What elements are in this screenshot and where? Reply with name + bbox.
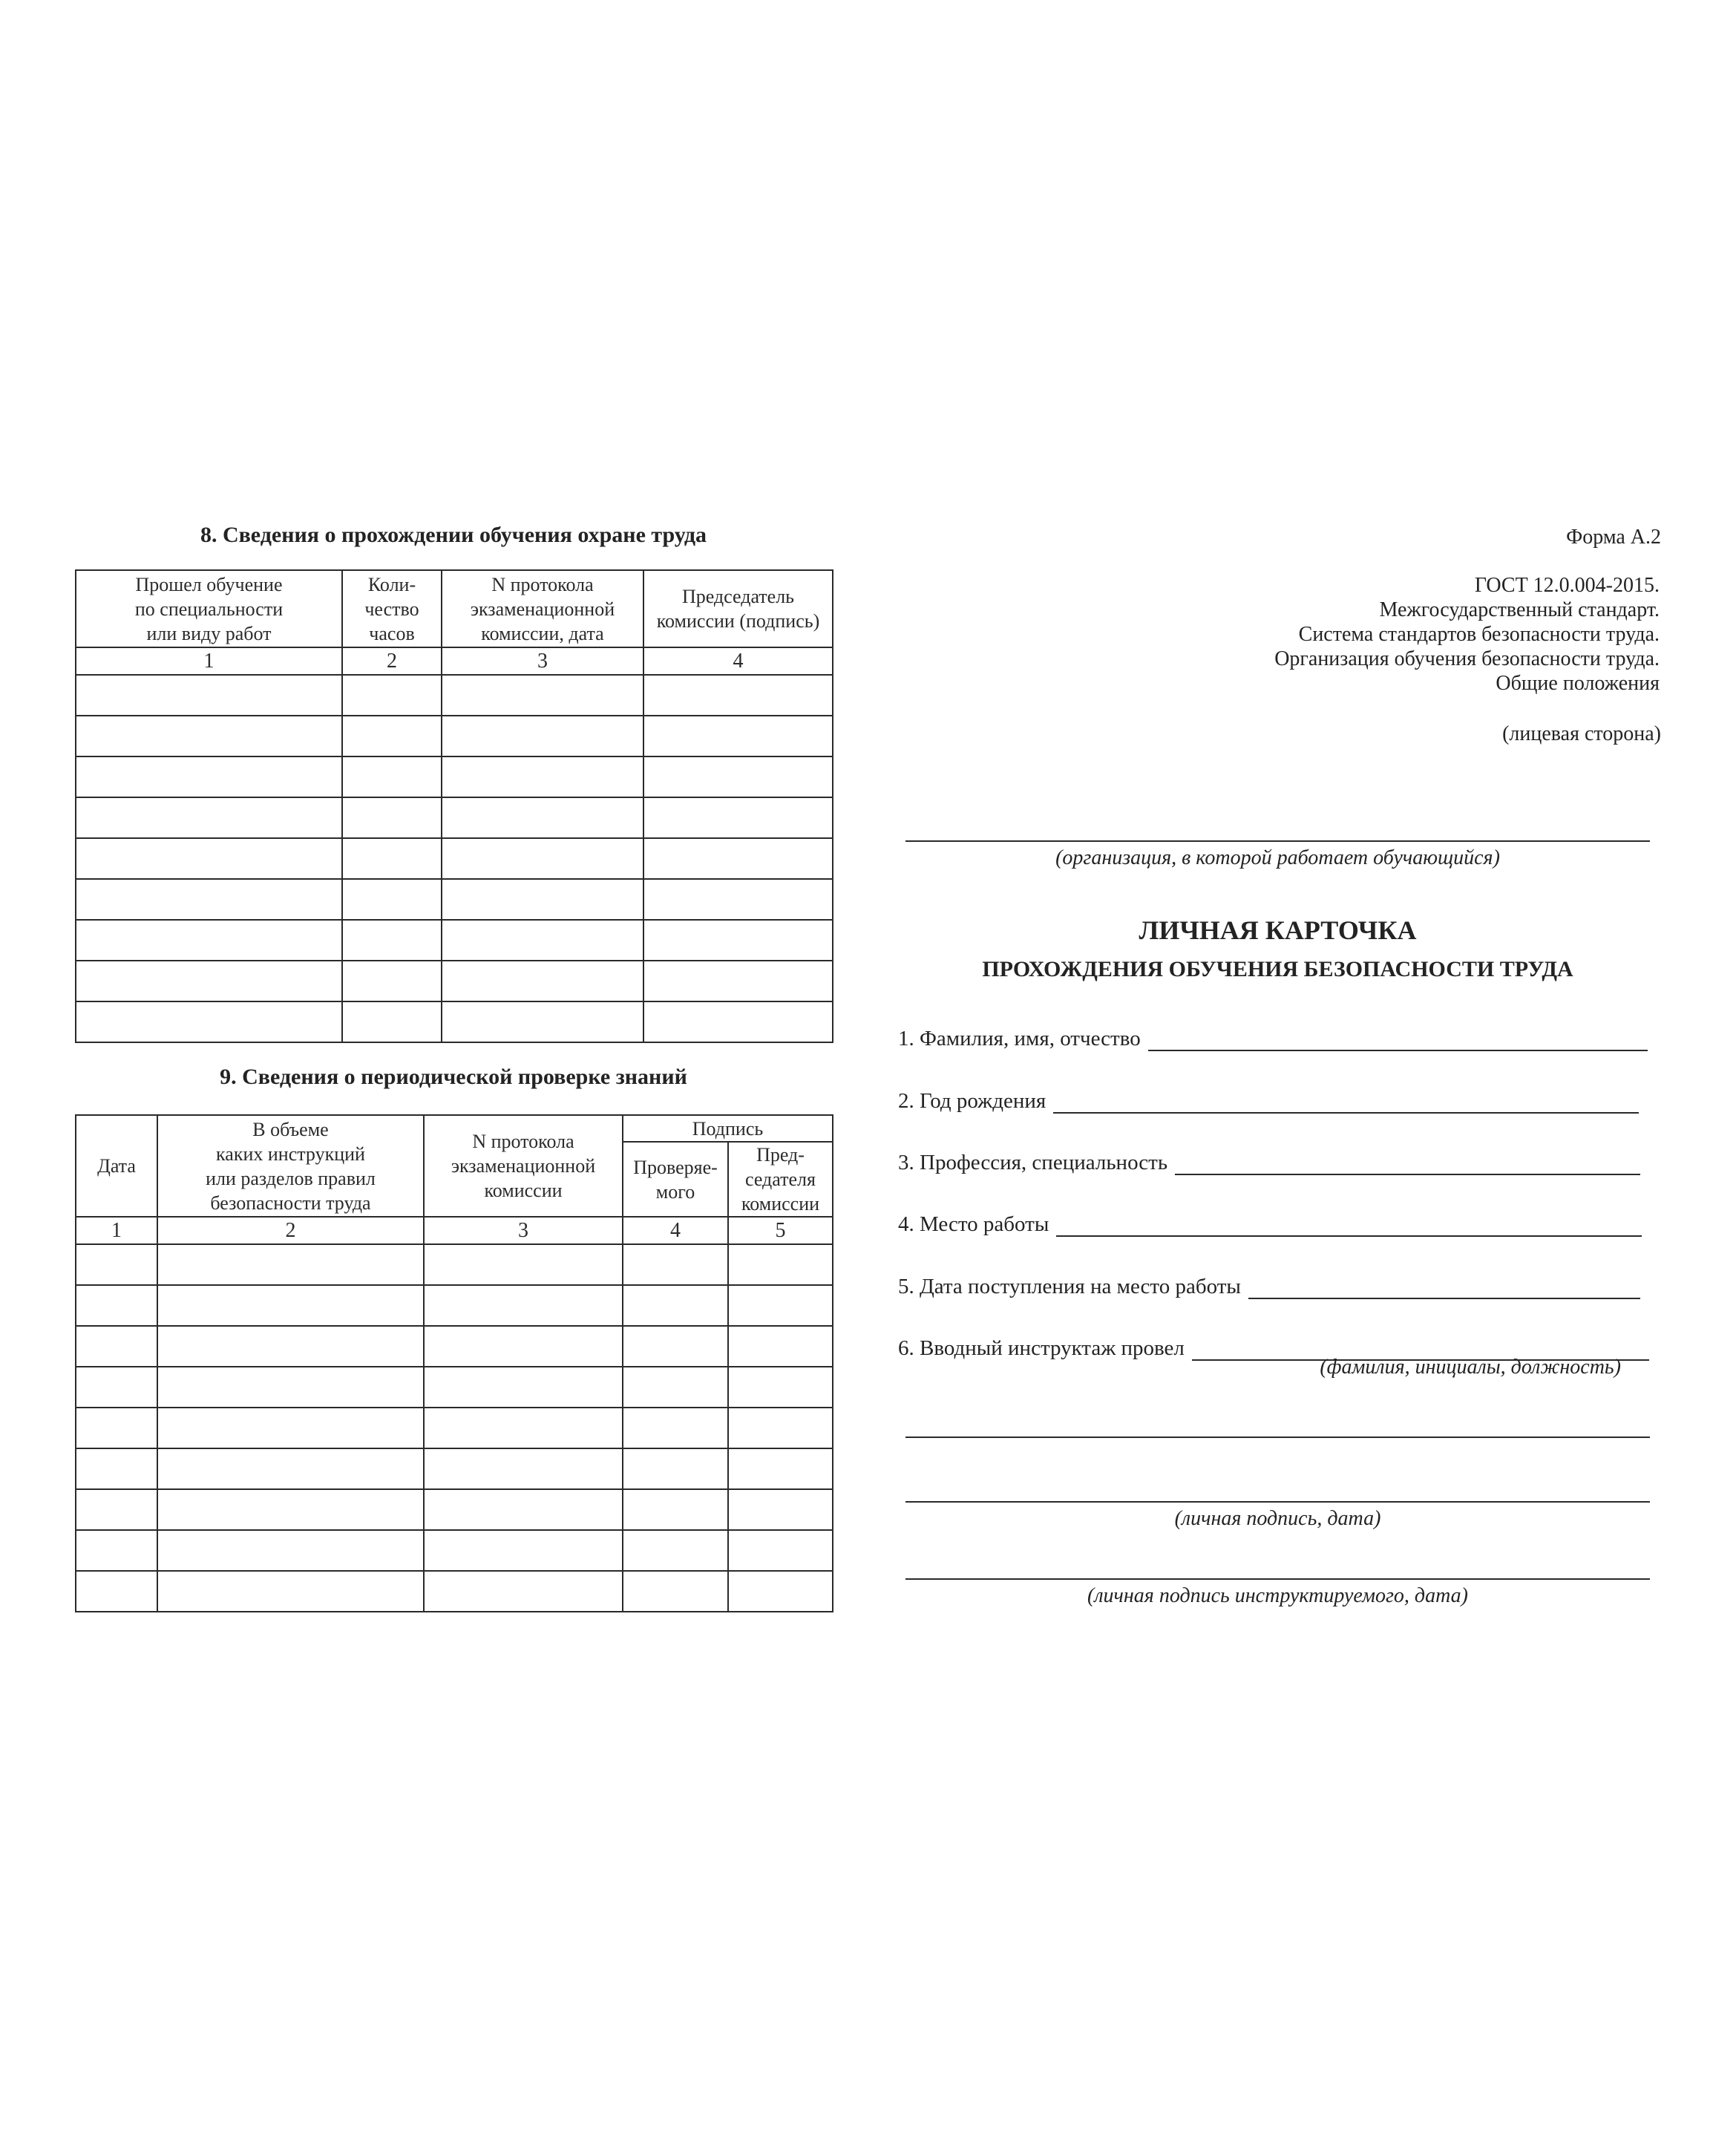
field-label: 2. Год рождения — [898, 1089, 1046, 1113]
table-cell[interactable] — [157, 1244, 424, 1285]
table-cell[interactable] — [342, 716, 442, 756]
table-cell[interactable] — [157, 1489, 424, 1530]
table-cell[interactable] — [342, 879, 442, 920]
table-row — [76, 1285, 833, 1326]
table-cell[interactable] — [728, 1244, 833, 1285]
table-cell[interactable] — [643, 675, 833, 716]
knowledge-check-table — [75, 1114, 833, 1612]
column-number: 2 — [342, 647, 442, 675]
header-line: или разделов правил — [206, 1167, 376, 1189]
header-line: N протокола — [491, 573, 594, 595]
table-cell[interactable] — [442, 675, 643, 716]
header-line: N протокола — [472, 1131, 574, 1152]
standard-line: Система стандартов безопасности труда. — [1298, 623, 1660, 646]
table-header-row — [76, 570, 833, 647]
column-number: 3 — [424, 1217, 623, 1244]
table-row — [76, 1408, 833, 1448]
table-cell[interactable] — [623, 1244, 728, 1285]
table-cell[interactable] — [76, 838, 342, 879]
table-cell[interactable] — [342, 797, 442, 838]
table-cell[interactable] — [442, 756, 643, 797]
table-cell[interactable] — [424, 1489, 623, 1530]
table-cell[interactable] — [76, 1367, 157, 1408]
header-line: комиссии (подпись) — [656, 610, 820, 632]
table-cell[interactable] — [442, 716, 643, 756]
side-label: (лицевая сторона) — [1502, 722, 1661, 745]
table-cell[interactable] — [76, 797, 342, 838]
table-row — [76, 1489, 833, 1530]
header-line: чество — [364, 598, 419, 620]
table-row — [76, 1244, 833, 1285]
column-number: 4 — [643, 647, 833, 675]
instructor-continuation-line[interactable] — [905, 1437, 1650, 1438]
table-cell[interactable] — [424, 1530, 623, 1571]
table-row — [76, 1367, 833, 1408]
table-cell[interactable] — [728, 1571, 833, 1612]
table-cell[interactable] — [623, 1530, 728, 1571]
card-subtitle: ПРОХОЖДЕНИЯ ОБУЧЕНИЯ БЕЗОПАСНОСТИ ТРУДА — [982, 957, 1573, 981]
table-cell[interactable] — [643, 879, 833, 920]
table-cell[interactable] — [623, 1489, 728, 1530]
header-line: Проверяе- — [633, 1156, 718, 1178]
section-9-title: 9. Сведения о периодической проверке знаний — [220, 1065, 687, 1089]
header-chairman-signature — [643, 570, 833, 647]
workplace-input[interactable] — [1056, 1213, 1642, 1237]
table-cell[interactable] — [643, 716, 833, 756]
table-cell[interactable] — [623, 1326, 728, 1367]
table-cell[interactable] — [76, 1571, 157, 1612]
column-number: 2 — [157, 1217, 424, 1244]
table-cell[interactable] — [157, 1326, 424, 1367]
table-cell[interactable] — [157, 1448, 424, 1489]
trainee-signature-line[interactable] — [905, 1578, 1650, 1580]
table-row — [76, 879, 833, 920]
column-number: 1 — [76, 647, 342, 675]
table-cell[interactable] — [442, 838, 643, 879]
table-row — [76, 675, 833, 716]
field-label: 6. Вводный инструктаж провел — [898, 1336, 1185, 1360]
table-cell[interactable] — [76, 1489, 157, 1530]
table-cell[interactable] — [76, 1001, 342, 1042]
table-cell[interactable] — [76, 756, 342, 797]
table-cell[interactable] — [424, 1326, 623, 1367]
table-cell[interactable] — [76, 1244, 157, 1285]
field-full-name[interactable] — [898, 1027, 1648, 1051]
birth-year-input[interactable] — [1053, 1090, 1639, 1114]
table-row — [76, 1571, 833, 1612]
hire-date-input[interactable] — [1248, 1275, 1640, 1299]
table-cell[interactable] — [76, 879, 342, 920]
table-cell[interactable] — [728, 1448, 833, 1489]
field-profession[interactable] — [898, 1151, 1640, 1175]
table-cell[interactable] — [728, 1489, 833, 1530]
header-line: В объеме — [252, 1118, 329, 1140]
table-row — [76, 838, 833, 879]
table-cell[interactable] — [623, 1367, 728, 1408]
table-cell[interactable] — [424, 1285, 623, 1326]
table-cell[interactable] — [643, 797, 833, 838]
table-cell[interactable] — [623, 1571, 728, 1612]
table-cell[interactable] — [424, 1448, 623, 1489]
header-line: или виду работ — [146, 622, 272, 644]
header-line: экзаменационной — [470, 598, 615, 620]
full-name-input[interactable] — [1148, 1027, 1648, 1051]
table-cell[interactable] — [442, 797, 643, 838]
header-line: мого — [655, 1180, 695, 1203]
field-label: 1. Фамилия, имя, отчество — [898, 1027, 1141, 1050]
table-row — [76, 797, 833, 838]
header-protocol — [424, 1115, 623, 1217]
table-cell[interactable] — [643, 1001, 833, 1042]
table-cell[interactable] — [76, 716, 342, 756]
header-scope — [157, 1115, 424, 1217]
table-row — [76, 1001, 833, 1042]
header-hours — [342, 570, 442, 647]
table-cell[interactable] — [643, 961, 833, 1001]
header-line: Прошел обучение — [135, 573, 283, 595]
table-cell[interactable] — [76, 1285, 157, 1326]
knowledge-check-table-body — [76, 1244, 833, 1612]
header-line: каких инструкций — [216, 1143, 365, 1165]
table-cell[interactable] — [157, 1530, 424, 1571]
table-cell[interactable] — [424, 1408, 623, 1448]
column-number-row — [76, 1217, 833, 1244]
header-commission-chairman — [728, 1142, 833, 1217]
instructor-caption: (фамилия, инициалы, должность) — [1320, 1356, 1621, 1379]
column-number: 5 — [728, 1217, 833, 1244]
table-cell[interactable] — [342, 675, 442, 716]
table-row — [76, 961, 833, 1001]
table-cell[interactable] — [424, 1244, 623, 1285]
table-cell[interactable] — [342, 756, 442, 797]
column-number: 4 — [623, 1217, 728, 1244]
table-cell[interactable] — [728, 1530, 833, 1571]
standard-line: Общие положения — [1496, 672, 1660, 695]
table-cell[interactable] — [76, 1326, 157, 1367]
column-number-row — [76, 647, 833, 675]
table-cell[interactable] — [157, 1285, 424, 1326]
standard-line: Межгосударственный стандарт. — [1379, 598, 1660, 621]
field-label: 5. Дата поступления на место работы — [898, 1275, 1241, 1298]
instructor-signature-line[interactable] — [905, 1501, 1650, 1503]
table-cell[interactable] — [342, 838, 442, 879]
field-label: 4. Место работы — [898, 1212, 1049, 1236]
trainee-signature-caption: (личная подпись инструктируемого, дата) — [1087, 1584, 1468, 1607]
table-cell[interactable] — [76, 675, 342, 716]
table-cell[interactable] — [157, 1408, 424, 1448]
table-cell[interactable] — [424, 1367, 623, 1408]
table-cell[interactable] — [442, 1001, 643, 1042]
table-header-row — [76, 1115, 833, 1142]
profession-input[interactable] — [1175, 1151, 1640, 1175]
training-table — [75, 569, 833, 1043]
field-birth-year[interactable] — [898, 1089, 1639, 1114]
field-label: 3. Профессия, специальность — [898, 1151, 1168, 1174]
header-signature-group: Подпись — [623, 1115, 833, 1142]
field-workplace[interactable] — [898, 1212, 1642, 1237]
header-line: комиссии — [741, 1193, 820, 1215]
table-row — [76, 1326, 833, 1367]
table-cell[interactable] — [76, 1530, 157, 1571]
table-cell[interactable] — [342, 1001, 442, 1042]
table-row — [76, 716, 833, 756]
card-title: ЛИЧНАЯ КАРТОЧКА — [1139, 915, 1417, 945]
table-cell[interactable] — [623, 1408, 728, 1448]
table-row — [76, 920, 833, 961]
standard-reference — [1274, 573, 1660, 696]
table-cell[interactable] — [643, 756, 833, 797]
table-cell[interactable] — [76, 1448, 157, 1489]
table-cell[interactable] — [442, 961, 643, 1001]
table-cell[interactable] — [442, 920, 643, 961]
table-cell[interactable] — [76, 1408, 157, 1448]
table-cell[interactable] — [643, 838, 833, 879]
table-row — [76, 1448, 833, 1489]
header-date: Дата — [76, 1115, 157, 1217]
column-number: 3 — [442, 647, 643, 675]
standard-line: ГОСТ 12.0.004-2015. — [1474, 574, 1660, 597]
header-line: Председатель — [681, 586, 795, 607]
table-row — [76, 756, 833, 797]
field-hire-date[interactable] — [898, 1275, 1640, 1299]
header-line: Коли- — [367, 573, 416, 595]
table-row — [76, 1530, 833, 1571]
header-line: комиссии — [484, 1180, 563, 1201]
header-line: экзаменационной — [451, 1155, 596, 1177]
header-line: седателя — [745, 1169, 816, 1190]
table-cell[interactable] — [728, 1285, 833, 1326]
table-cell[interactable] — [424, 1571, 623, 1612]
standard-line: Организация обучения безопасности труда. — [1274, 647, 1660, 670]
header-line: Пред- — [756, 1144, 805, 1166]
header-checked-person — [623, 1142, 728, 1217]
table-cell[interactable] — [342, 920, 442, 961]
form-label: Форма А.2 — [1566, 526, 1661, 549]
table-cell[interactable] — [76, 920, 342, 961]
table-cell[interactable] — [728, 1408, 833, 1448]
header-line: комиссии, дата — [481, 622, 604, 644]
table-cell[interactable] — [643, 920, 833, 961]
table-cell[interactable] — [157, 1367, 424, 1408]
table-cell[interactable] — [623, 1285, 728, 1326]
header-line: по специальности — [134, 598, 284, 620]
column-number: 1 — [76, 1217, 157, 1244]
table-cell[interactable] — [728, 1367, 833, 1408]
training-table-body — [76, 675, 833, 1042]
signature-caption: (личная подпись, дата) — [1174, 1507, 1381, 1530]
organization-line[interactable] — [905, 840, 1650, 842]
header-line: часов — [369, 622, 415, 644]
section-8-title: 8. Сведения о прохождении обучения охране труда — [200, 523, 707, 547]
table-cell[interactable] — [157, 1571, 424, 1612]
table-cell[interactable] — [442, 879, 643, 920]
organization-caption: (организация, в которой работает обучающийся) — [1055, 846, 1500, 869]
table-cell[interactable] — [728, 1326, 833, 1367]
header-line: безопасности труда — [210, 1192, 371, 1214]
header-training-specialty — [76, 570, 342, 647]
table-cell[interactable] — [623, 1448, 728, 1489]
table-cell[interactable] — [342, 961, 442, 1001]
header-protocol-date — [442, 570, 643, 647]
table-cell[interactable] — [76, 961, 342, 1001]
